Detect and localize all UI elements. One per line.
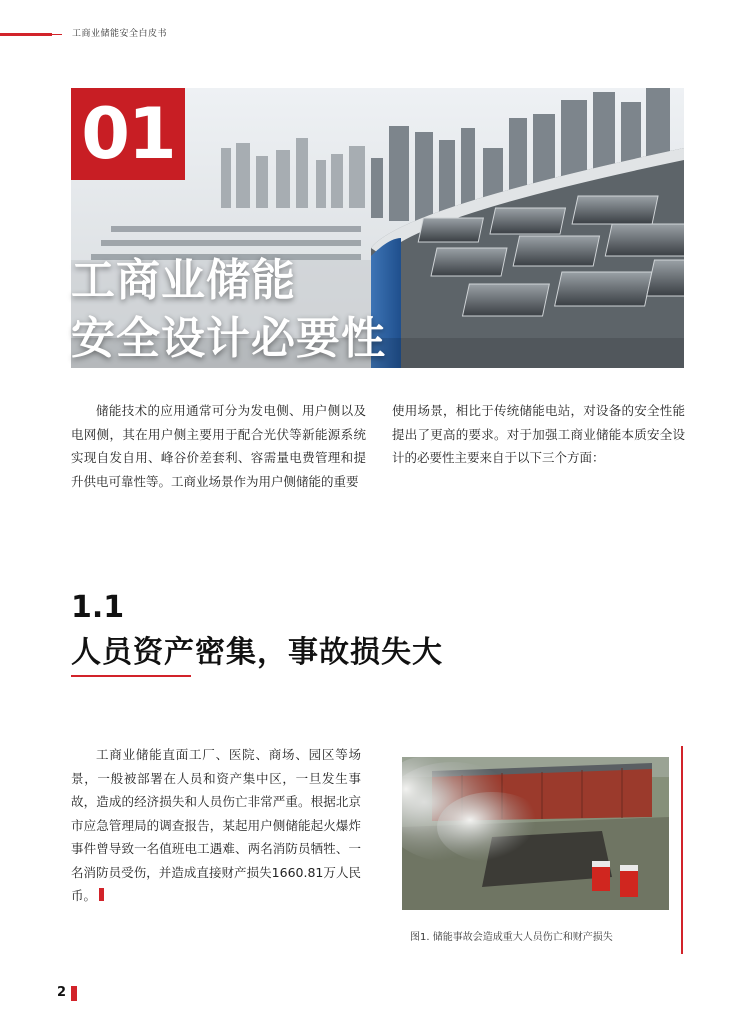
end-of-paragraph-marker [99,888,104,901]
figure-photo-fire-accident [402,757,669,910]
page-number: 2 [57,985,67,1000]
section-title: 人员资产密集，事故损失大 [71,635,443,670]
chapter-title [71,252,386,368]
chapter-number-box: 01 [71,88,185,180]
header-accent-line-thin [52,34,62,35]
intro-paragraph-left: 储能技术的应用通常可分为发电侧、用户侧以及电网侧，其在用户侧主要用于配合光伏等新能源系统实现自发自用、峰谷价差套利、容需量电费管理和提升供电可靠性等。工商业场景作为用户侧储能的重要 [71,403,366,489]
body-paragraph [71,743,361,908]
figure-accent-rule [681,746,683,954]
chapter-title-line1: 工商业储能 [71,255,296,306]
intro-paragraph-right: 使用场景，相比于传统储能电站，对设备的安全性能提出了更高的要求。对于加强工商业储能本质安全设计的必要性主要来自于以下三个方面： [392,403,685,465]
section-number: 1.1 [71,590,125,625]
running-header-title: 工商业储能安全白皮书 [72,29,168,39]
header-accent-line [0,33,52,36]
body-paragraph-text: 工商业储能直面工厂、医院、商场、园区等场景，一般被部署在人员和资产集中区，一旦发生事故，造成的经济损失和人员伤亡非常严重。根据北京市应急管理局的调查报告，某起用户侧储能起火爆炸事件曾导致一名值班电工遇难、两名消防员牺牲、一名消防员受伤，并造成直接财产损失1660.81万人民币。 [71,747,361,903]
section-underline [71,675,191,677]
figure-caption: 图1. 储能事故会造成重大人员伤亡和财产损失 [410,932,613,943]
page-number-marker [71,986,77,1001]
chapter-title-line2: 安全设计必要性 [71,313,386,364]
